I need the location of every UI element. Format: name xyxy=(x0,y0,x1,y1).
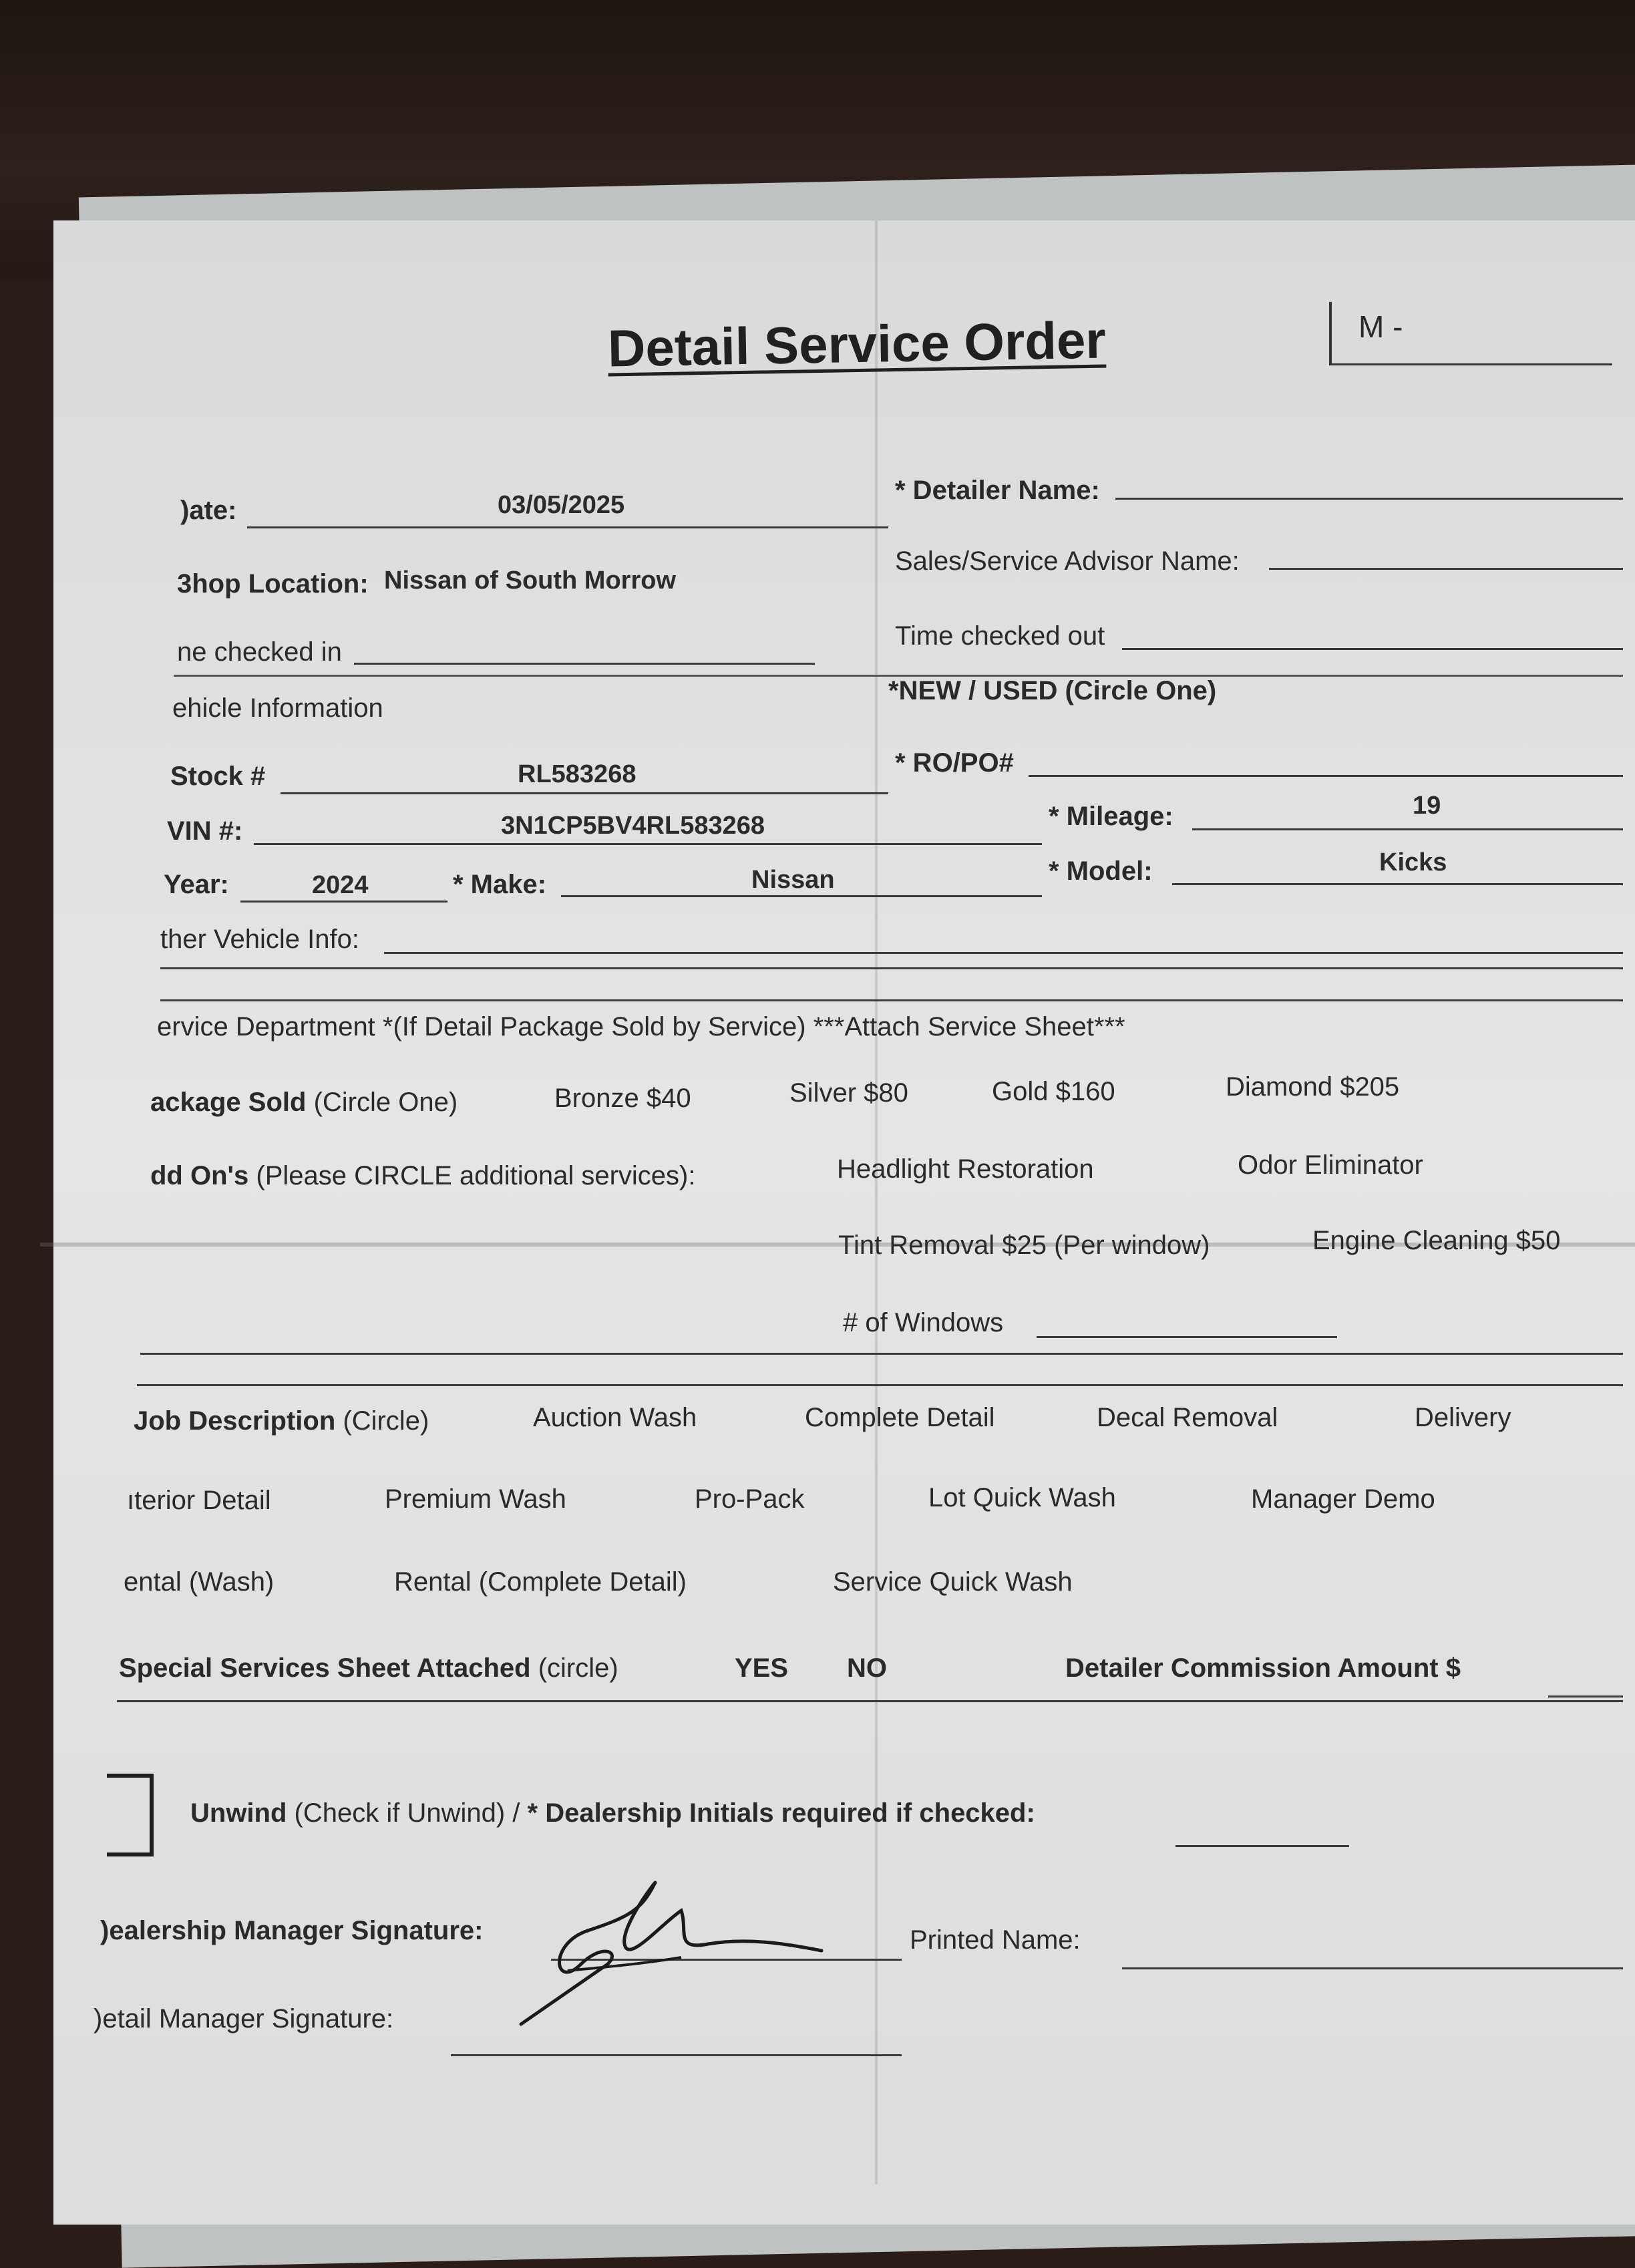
time-in-label: ne checked in xyxy=(177,637,342,667)
job-label-wrap xyxy=(134,1406,429,1436)
special-yes[interactable]: YES xyxy=(735,1653,789,1683)
vin-label: VIN #: xyxy=(167,816,243,846)
date-line[interactable] xyxy=(247,526,888,528)
mileage-label: * Mileage: xyxy=(1049,802,1173,831)
job-label: Job Description xyxy=(134,1406,336,1436)
job-premium-wash[interactable]: Premium Wash xyxy=(385,1484,566,1514)
form-title: Detail Service Order xyxy=(607,310,1107,378)
section-divider-5 xyxy=(117,1700,1623,1702)
date-label: )ate: xyxy=(180,496,237,525)
special-hint: (circle) xyxy=(538,1653,618,1683)
job-lot-quick-wash[interactable]: Lot Quick Wash xyxy=(928,1483,1116,1512)
time-out-label: Time checked out xyxy=(895,621,1105,651)
job-rental-wash[interactable]: ental (Wash) xyxy=(124,1567,275,1597)
shop-location-label: 3hop Location: xyxy=(177,569,369,599)
addon-headlight[interactable]: Headlight Restoration xyxy=(837,1154,1094,1184)
addon-tint-removal[interactable]: Tint Removal $25 (Per window) xyxy=(838,1231,1210,1260)
unwind-label: Unwind xyxy=(190,1798,287,1828)
other-info-line-2[interactable] xyxy=(160,967,1623,969)
year-line[interactable] xyxy=(240,901,447,903)
special-no[interactable]: NO xyxy=(847,1653,887,1683)
section-divider-2 xyxy=(160,999,1623,1001)
ro-po-line[interactable] xyxy=(1029,775,1623,777)
job-complete-detail[interactable]: Complete Detail xyxy=(805,1403,995,1432)
vin-value: 3N1CP5BV4RL583268 xyxy=(501,812,765,840)
unwind-hint: (Check if Unwind) / xyxy=(294,1798,520,1828)
date-value: 03/05/2025 xyxy=(498,491,625,519)
time-in-line[interactable] xyxy=(354,663,815,665)
package-silver[interactable]: Silver $80 xyxy=(789,1078,908,1108)
detail-mgr-sig-line[interactable] xyxy=(451,2054,902,2056)
other-info-line[interactable] xyxy=(384,952,1623,954)
stock-value: RL583268 xyxy=(518,760,637,788)
shop-location-value: Nissan of South Morrow xyxy=(384,566,676,595)
unwind-label-wrap xyxy=(190,1798,1035,1828)
make-label: * Make: xyxy=(453,870,547,899)
ro-po-label: * RO/PO# xyxy=(895,748,1014,778)
addon-engine-cleaning[interactable]: Engine Cleaning $50 xyxy=(1312,1226,1561,1255)
special-label-wrap xyxy=(119,1653,618,1683)
other-info-label: ther Vehicle Info: xyxy=(160,925,359,954)
unwind-initials-label: * Dealership Initials required if checked: xyxy=(527,1798,1035,1828)
model-label: * Model: xyxy=(1049,856,1153,886)
detailer-name-label: * Detailer Name: xyxy=(895,476,1100,505)
year-label: Year: xyxy=(164,870,229,899)
job-delivery[interactable]: Delivery xyxy=(1415,1403,1511,1432)
time-out-line[interactable] xyxy=(1122,648,1623,650)
section-divider-4 xyxy=(137,1384,1623,1386)
commission-label: Detailer Commission Amount $ xyxy=(1065,1653,1461,1683)
package-hint: (Circle One) xyxy=(313,1088,458,1117)
mgr-sig-label: )ealership Manager Signature: xyxy=(100,1916,484,1945)
order-number-box[interactable] xyxy=(1329,302,1612,365)
make-line[interactable] xyxy=(561,895,1042,897)
addons-hint: (Please CIRCLE additional services): xyxy=(256,1161,696,1190)
job-interior-detail[interactable]: ıterior Detail xyxy=(127,1486,271,1515)
package-label: ackage Sold xyxy=(150,1088,307,1117)
stock-line[interactable] xyxy=(281,792,888,794)
package-bronze[interactable]: Bronze $40 xyxy=(554,1084,691,1113)
stock-label: Stock # xyxy=(170,762,266,791)
vin-line[interactable] xyxy=(254,843,1042,845)
make-value: Nissan xyxy=(751,866,835,894)
printed-name-label: Printed Name: xyxy=(910,1925,1081,1955)
addons-label-wrap xyxy=(150,1161,695,1191)
printed-name-line[interactable] xyxy=(1122,1967,1623,1969)
advisor-label: Sales/Service Advisor Name: xyxy=(895,546,1240,576)
model-value: Kicks xyxy=(1379,848,1447,876)
addons-label: dd On's xyxy=(150,1161,249,1190)
windows-line[interactable] xyxy=(1037,1336,1337,1338)
job-manager-demo[interactable]: Manager Demo xyxy=(1251,1484,1435,1514)
job-pro-pack[interactable]: Pro-Pack xyxy=(695,1484,805,1514)
manager-signature xyxy=(508,1871,882,2031)
mileage-line[interactable] xyxy=(1192,828,1623,830)
job-hint: (Circle) xyxy=(343,1406,429,1436)
job-rental-complete-detail[interactable]: Rental (Complete Detail) xyxy=(394,1567,687,1597)
commission-line[interactable] xyxy=(1548,1695,1623,1697)
windows-label: # of Windows xyxy=(843,1308,1004,1337)
unwind-initials-line[interactable] xyxy=(1175,1845,1349,1847)
service-dept-label: ervice Department *(If Detail Package Sold by Service) ***Attach Service Sheet*** xyxy=(157,1012,1125,1041)
section-divider-3 xyxy=(140,1353,1623,1355)
addon-odor[interactable]: Odor Eliminator xyxy=(1238,1150,1423,1180)
mileage-value: 19 xyxy=(1413,792,1441,820)
package-gold[interactable]: Gold $160 xyxy=(992,1077,1115,1106)
detailer-name-line[interactable] xyxy=(1115,498,1623,500)
unwind-checkbox[interactable] xyxy=(107,1774,154,1856)
detail-mgr-sig-label: )etail Manager Signature: xyxy=(94,2004,394,2034)
year-value: 2024 xyxy=(312,871,369,899)
model-line[interactable] xyxy=(1172,883,1623,885)
package-label-wrap xyxy=(150,1088,458,1118)
job-auction-wash[interactable]: Auction Wash xyxy=(533,1403,697,1432)
job-decal-removal[interactable]: Decal Removal xyxy=(1097,1403,1278,1432)
advisor-line[interactable] xyxy=(1269,568,1623,570)
package-diamond[interactable]: Diamond $205 xyxy=(1226,1072,1400,1102)
order-number-label: M - xyxy=(1358,309,1403,344)
special-label: Special Services Sheet Attached xyxy=(119,1653,531,1683)
job-service-quick-wash[interactable]: Service Quick Wash xyxy=(833,1567,1073,1597)
new-used-label[interactable]: *NEW / USED (Circle One) xyxy=(888,676,1217,705)
vehicle-info-label: ehicle Information xyxy=(172,693,383,723)
